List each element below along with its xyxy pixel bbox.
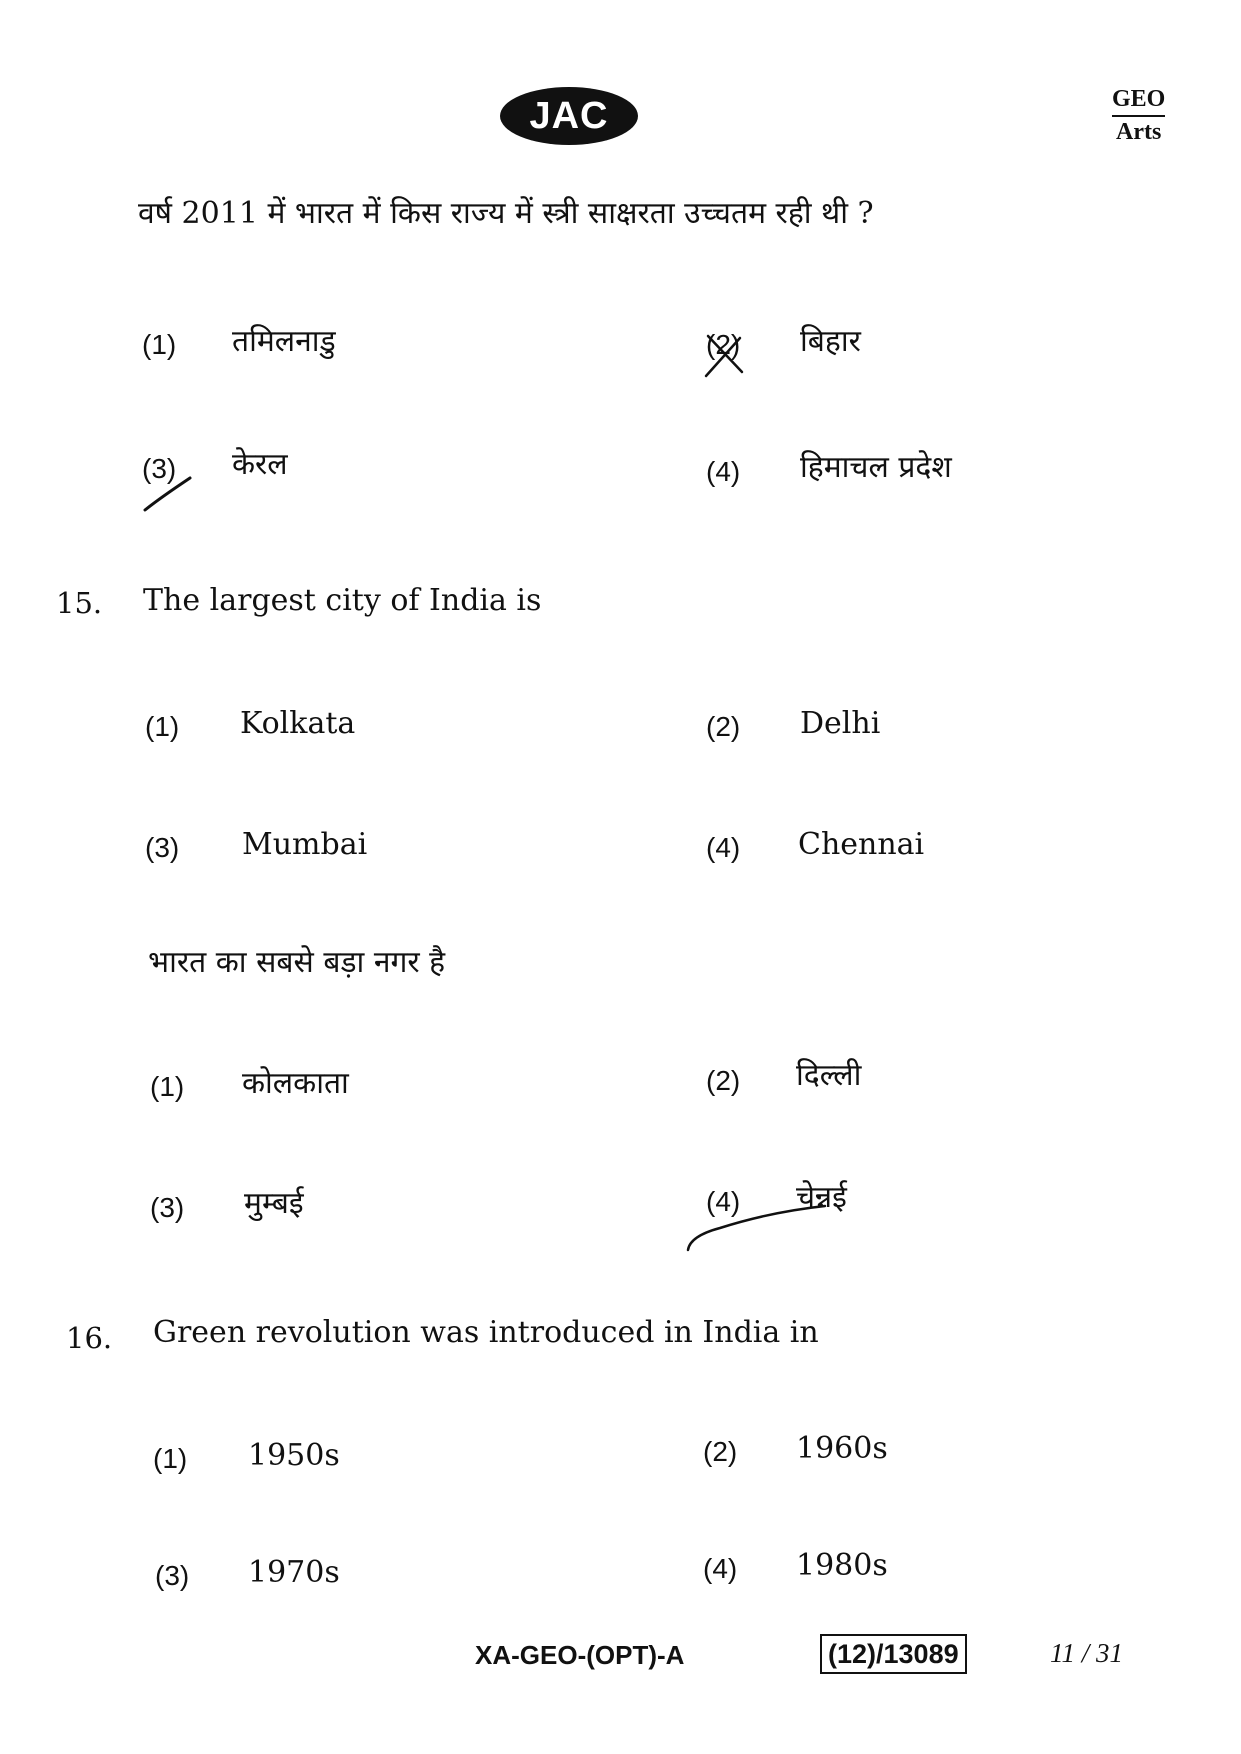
subject-label <box>1112 84 1165 147</box>
q15-hindi-option-3-text: मुम्बई <box>244 1186 304 1221</box>
cross-mark <box>700 328 750 380</box>
booklet-code: (12)/13089 <box>820 1634 967 1674</box>
q15-hindi-question: भारत का सबसे बड़ा नगर है <box>148 945 446 980</box>
q15-hindi-option-2-text: दिल्ली <box>796 1058 862 1093</box>
subject-stream: Arts <box>1116 119 1162 145</box>
tick-mark <box>140 470 200 515</box>
q14-option-2-label: (2) <box>706 329 741 360</box>
q14-option-4-text: हिमाचल प्रदेश <box>800 450 952 485</box>
q16-option-1-label: (1) <box>153 1443 188 1474</box>
q15-option-4-text: Chennai <box>798 827 925 862</box>
q15-number: 15. <box>56 586 103 620</box>
q15-hindi-option-3-label: (3) <box>150 1192 185 1223</box>
q16-option-4-text: 1980s <box>796 1548 888 1583</box>
q15-hindi-option-2-label: (2) <box>706 1065 741 1096</box>
q16-option-4-label: (4) <box>703 1553 738 1584</box>
q14-hindi-question: वर्ष 2011 में भारत में किस राज्य में स्त्री साक्षरता उच्चतम रही थी ? <box>138 196 874 231</box>
q15-option-2-label: (2) <box>706 711 741 742</box>
q16-option-2-label: (2) <box>703 1436 738 1467</box>
q15-option-4-label: (4) <box>706 832 741 863</box>
q15-question: The largest city of India is <box>143 583 542 618</box>
q14-option-1-text: तमिलनाडु <box>232 324 336 359</box>
q14-option-3-label: (3) <box>142 453 177 484</box>
pen-stroke-mark <box>680 1196 830 1256</box>
q16-option-3-text: 1970s <box>248 1555 340 1590</box>
q14-option-3-text: केरल <box>232 447 288 482</box>
logo-text: JAC <box>529 94 609 137</box>
q14-option-2-text: बिहार <box>800 324 861 359</box>
q15-option-3-label: (3) <box>145 832 180 863</box>
q16-number: 16. <box>66 1321 113 1355</box>
q16-option-1-text: 1950s <box>248 1438 340 1473</box>
q15-hindi-option-1-text: कोलकाता <box>242 1066 349 1101</box>
jac-logo <box>500 87 638 145</box>
q15-option-3-text: Mumbai <box>242 827 368 862</box>
page-number: 11 / 31 <box>1050 1638 1123 1668</box>
q15-hindi-option-4-label: (4) <box>706 1186 741 1217</box>
q15-option-1-label: (1) <box>145 711 180 742</box>
q15-option-1-text: Kolkata <box>240 706 356 741</box>
q14-option-4-label: (4) <box>706 456 741 487</box>
q15-option-2-text: Delhi <box>800 706 881 741</box>
q14-option-1-label: (1) <box>142 329 177 360</box>
q16-option-2-text: 1960s <box>796 1431 888 1466</box>
q16-question: Green revolution was introduced in India in <box>153 1315 819 1350</box>
q16-option-3-label: (3) <box>155 1560 190 1591</box>
paper-code: XA-GEO-(OPT)-A <box>475 1640 685 1670</box>
q15-hindi-option-4-text: चेन्नई <box>796 1180 847 1215</box>
subject-code: GEO <box>1112 84 1165 117</box>
q15-hindi-option-1-label: (1) <box>150 1071 185 1102</box>
